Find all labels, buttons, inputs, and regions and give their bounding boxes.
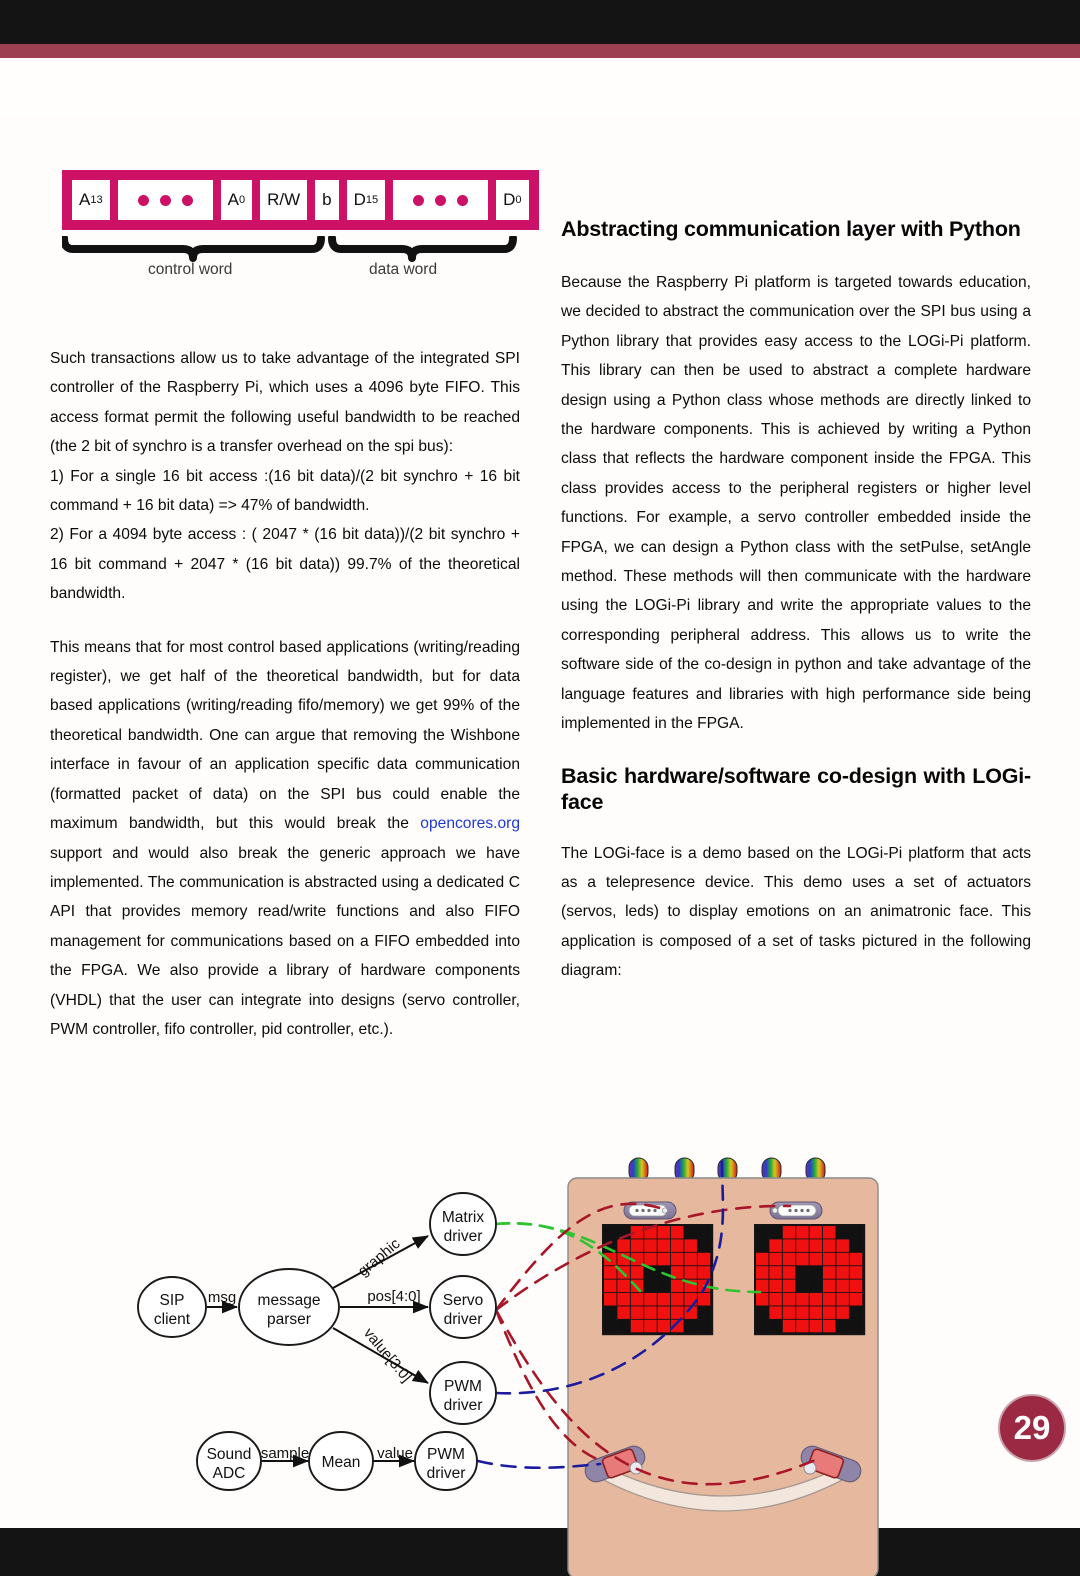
edge-label-value2: value bbox=[377, 1445, 413, 1462]
led-pixel bbox=[850, 1280, 863, 1293]
led-pixel bbox=[823, 1293, 836, 1306]
led-pixel bbox=[769, 1293, 782, 1306]
led-pixel bbox=[644, 1293, 657, 1306]
led-pixel bbox=[850, 1253, 863, 1266]
led-pixel bbox=[810, 1320, 823, 1333]
led-matrix-right-eye bbox=[754, 1224, 865, 1335]
task-diagram-svg bbox=[0, 1096, 1080, 1576]
led-pixel bbox=[756, 1280, 769, 1293]
led-pixel bbox=[836, 1306, 849, 1319]
led-pixel bbox=[658, 1293, 671, 1306]
led-pixel bbox=[823, 1306, 836, 1319]
led-pixel bbox=[783, 1226, 796, 1239]
graph-node-label-parser: message bbox=[257, 1292, 321, 1309]
bitfield-cell-a0: A 0 bbox=[219, 178, 254, 222]
led-pixel bbox=[810, 1226, 823, 1239]
led-pixel bbox=[769, 1266, 782, 1279]
led-pixel bbox=[671, 1293, 684, 1306]
led-pixel bbox=[604, 1226, 617, 1239]
led-pixel bbox=[698, 1253, 711, 1266]
led-pixel bbox=[756, 1320, 769, 1333]
led-pixel bbox=[783, 1293, 796, 1306]
graph-node-label-sip: client bbox=[153, 1311, 191, 1328]
led-pixel bbox=[783, 1266, 796, 1279]
led-pixel bbox=[658, 1280, 671, 1293]
led-pixel bbox=[698, 1306, 711, 1319]
led-pixel bbox=[698, 1293, 711, 1306]
led-pixel bbox=[836, 1320, 849, 1333]
edge-label-value: value[3:0] bbox=[360, 1324, 415, 1386]
led-pixel bbox=[631, 1266, 644, 1279]
opencores-link[interactable]: opencores.org bbox=[420, 815, 520, 833]
graph-node-label-pwm1: driver bbox=[443, 1397, 483, 1414]
led-pixel bbox=[698, 1320, 711, 1333]
led-pixel bbox=[698, 1226, 711, 1239]
led-pixel bbox=[850, 1320, 863, 1333]
led-pixel bbox=[836, 1266, 849, 1279]
led-pixel bbox=[644, 1320, 657, 1333]
led-pixel bbox=[617, 1293, 630, 1306]
task-diagram bbox=[0, 1096, 1080, 1576]
led-pixel bbox=[604, 1280, 617, 1293]
paragraph-control-based bbox=[50, 633, 520, 1045]
led-pixel bbox=[810, 1266, 823, 1279]
led-pixel bbox=[823, 1253, 836, 1266]
led-pixel bbox=[631, 1306, 644, 1319]
led-pixel bbox=[604, 1266, 617, 1279]
graph-node-label-servo: driver bbox=[443, 1311, 483, 1328]
led-pixel bbox=[796, 1239, 809, 1252]
led-matrix-left-eye bbox=[602, 1224, 713, 1335]
led-pixel bbox=[671, 1306, 684, 1319]
bitfield-cell-d15: D 15 bbox=[345, 178, 388, 222]
led-pixel bbox=[796, 1293, 809, 1306]
ellipsis-dots-icon bbox=[400, 195, 481, 206]
led-pixel bbox=[850, 1226, 863, 1239]
led-pixel bbox=[796, 1320, 809, 1333]
led-pixel bbox=[769, 1280, 782, 1293]
led-pixel bbox=[783, 1320, 796, 1333]
led-pixel bbox=[684, 1320, 697, 1333]
bitfield-cell-a13: A 13 bbox=[70, 178, 112, 222]
led-pixel bbox=[783, 1253, 796, 1266]
led-pixel bbox=[644, 1280, 657, 1293]
led-pixel bbox=[823, 1320, 836, 1333]
led-pixel bbox=[671, 1226, 684, 1239]
led-pixel bbox=[756, 1306, 769, 1319]
led-pixel bbox=[810, 1306, 823, 1319]
graph-node-label-mean: Mean bbox=[321, 1454, 361, 1471]
led-pixel bbox=[658, 1226, 671, 1239]
task-node-graph bbox=[138, 1193, 496, 1490]
graph-node-label-sound: Sound bbox=[206, 1446, 252, 1463]
graph-node-label-pwm2: driver bbox=[426, 1465, 466, 1482]
led-pixel bbox=[756, 1293, 769, 1306]
bitfield-cell-d0: D 0 bbox=[494, 178, 530, 222]
led-pixel bbox=[644, 1239, 657, 1252]
led-pixel bbox=[644, 1253, 657, 1266]
led-pixel bbox=[836, 1293, 849, 1306]
led-pixel bbox=[769, 1253, 782, 1266]
paragraph-single-access: 1) For a single 16 bit access :(16 bit data)/(2 bit synchro + 16 bit command + 16 bit data) => 47% of bandwidth. bbox=[50, 467, 520, 515]
led-pixel bbox=[756, 1253, 769, 1266]
bitfield-figure bbox=[52, 164, 522, 289]
led-pixel bbox=[631, 1320, 644, 1333]
led-pixel bbox=[684, 1226, 697, 1239]
led-pixel bbox=[836, 1239, 849, 1252]
graph-node-label-matrix: Matrix bbox=[441, 1209, 485, 1226]
led-pixel bbox=[756, 1239, 769, 1252]
left-text-column bbox=[50, 344, 520, 1068]
led-pixel bbox=[823, 1280, 836, 1293]
eyebrow-right bbox=[770, 1202, 822, 1219]
led-pixel bbox=[644, 1306, 657, 1319]
bitfield-braces bbox=[62, 236, 532, 286]
led-pixel bbox=[783, 1239, 796, 1252]
bitfield-cell-b: b bbox=[313, 178, 340, 222]
paragraph-python-abstraction: Because the Raspberry Pi platform is targeted towards education, we decided to abstract the communication over the SPI bus using a Python library that provides easy access to the LOGi-Pi platform. This library can then be used to abstract a complete hardware design using a Python class whose methods are directly linked to the hardware components. This is achieved by writing a Python class that reflects the hardware component inside the FPGA. This class provides access to the peripheral registers or higher level functions. For example, a servo controller embedded inside the FPGA, we can design a Python class with the setPulse, setAngle method. These methods will then communicate with the hardware using the LOGi-Pi library and write the appropriate values to the corresponding peripheral address. This allows us to write the software side of the co-design in python and take advantage of the language features and libraries with high performance side being implemented in the FPGA. bbox=[561, 274, 1031, 733]
led-pixel bbox=[658, 1320, 671, 1333]
bitfield-cell-dots-1 bbox=[116, 178, 215, 222]
led-pixel bbox=[617, 1306, 630, 1319]
led-pixel bbox=[698, 1266, 711, 1279]
led-pixel bbox=[671, 1253, 684, 1266]
led-pixel bbox=[850, 1306, 863, 1319]
led-pixel bbox=[850, 1266, 863, 1279]
led-pixel bbox=[810, 1280, 823, 1293]
heading-abstracting-communication: Abstracting communication layer with Python bbox=[561, 217, 1021, 241]
page-content-area bbox=[0, 116, 1080, 1528]
led-pixel bbox=[698, 1239, 711, 1252]
led-pixel bbox=[604, 1320, 617, 1333]
led-pixel bbox=[604, 1293, 617, 1306]
paragraph-transactions: Such transactions allow us to take advantage of the integrated SPI controller of the Raspberry Pi, which uses a 4096 byte FIFO. This access format permit the following useful bandwidth to be reached (the 2 bit of synchro is a transfer overhead on the spi bus): bbox=[50, 350, 520, 456]
page-sheet bbox=[0, 44, 1080, 1484]
text-part-1: This means that for most control based applications (writing/reading register), we get half of the theoretical bandwidth, but for data based applications (writing/reading fifo/memory) we get 99% of the theoretical bandwidth. One can argue that removing the Wishbone interface in favour of an application specific data communication (formatted packet of data) on the SPI bus could enable the maximum bandwidth, but this would break the bbox=[50, 638, 520, 833]
graph-node-label-sip: SIP bbox=[159, 1292, 185, 1309]
led-pixel bbox=[684, 1253, 697, 1266]
led-pixel bbox=[756, 1226, 769, 1239]
bitfield-row bbox=[62, 170, 539, 230]
led-pixel bbox=[850, 1239, 863, 1252]
led-pixel bbox=[810, 1293, 823, 1306]
led-pixel bbox=[658, 1306, 671, 1319]
led-pixel bbox=[631, 1293, 644, 1306]
paragraph-logiface-demo: The LOGi-face is a demo based on the LOGi-Pi platform that acts as a telepresence device. This demo uses a set of actuators (servos, leds) to display emotions on an animatronic face. This application is composed of a set of tasks pictured in the following diagram: bbox=[561, 844, 1031, 980]
led-pixel bbox=[796, 1253, 809, 1266]
led-pixel bbox=[671, 1239, 684, 1252]
edge-label-sample: sample bbox=[260, 1445, 310, 1462]
led-pixel bbox=[617, 1320, 630, 1333]
led-pixel bbox=[617, 1280, 630, 1293]
led-pixel bbox=[836, 1253, 849, 1266]
led-pixel bbox=[796, 1226, 809, 1239]
led-pixel bbox=[684, 1239, 697, 1252]
bitfield-control-word-label: control word bbox=[148, 261, 233, 278]
led-pixel bbox=[836, 1226, 849, 1239]
graph-node-label-matrix: driver bbox=[443, 1228, 483, 1245]
page-number-badge: 29 bbox=[998, 1394, 1066, 1462]
edge-label-pos: pos[4:0] bbox=[367, 1288, 421, 1305]
led-pixel bbox=[850, 1293, 863, 1306]
led-pixel bbox=[810, 1239, 823, 1252]
graph-node-label-pwm2: PWM bbox=[427, 1446, 465, 1463]
led-pixel bbox=[810, 1253, 823, 1266]
graph-node-label-servo: Servo bbox=[442, 1292, 484, 1309]
edge-label-msg: msg bbox=[207, 1289, 237, 1306]
led-pixel bbox=[769, 1226, 782, 1239]
bitfield-data-word-label: data word bbox=[369, 261, 438, 278]
led-pixel bbox=[783, 1280, 796, 1293]
edge-label-graphic: graphic bbox=[354, 1235, 404, 1280]
graph-node-label-parser: parser bbox=[267, 1311, 311, 1328]
led-pixel bbox=[836, 1280, 849, 1293]
text-part-2: support and would also break the generic approach we have implemented. The communication is abstracted using a dedicated C API that provides memory read/write functions and also FIFO management for communications based on a FIFO embedded into the FPGA. We also provide a library of hardware components (VHDL) that the user can integrate into designs (servo controller, PWM controller, fifo controller, pid controller, etc.). bbox=[50, 844, 520, 1038]
led-pixel bbox=[617, 1239, 630, 1252]
led-pixel bbox=[658, 1239, 671, 1252]
led-pixel bbox=[631, 1239, 644, 1252]
led-pixel bbox=[796, 1306, 809, 1319]
paragraph-block-access: 2) For a 4094 byte access : ( 2047 * (16 bit data))/(2 bit synchro + 16 bit command + 2047 * (16 bit data)) 99.7% of the theoretical bandwidth. bbox=[50, 526, 520, 603]
bitfield-cell-rw: R/W bbox=[258, 178, 309, 222]
graph-node-label-pwm1: PWM bbox=[444, 1378, 482, 1395]
led-pixel bbox=[823, 1266, 836, 1279]
graph-node-label-sound: ADC bbox=[212, 1465, 246, 1482]
led-pixel bbox=[796, 1266, 809, 1279]
led-pixel bbox=[756, 1266, 769, 1279]
led-pixel bbox=[769, 1239, 782, 1252]
led-pixel bbox=[658, 1253, 671, 1266]
right-text-column bbox=[561, 216, 1031, 1010]
led-pixel bbox=[769, 1320, 782, 1333]
led-pixel bbox=[783, 1306, 796, 1319]
led-pixel bbox=[823, 1226, 836, 1239]
led-pixel bbox=[671, 1280, 684, 1293]
led-pixel bbox=[769, 1306, 782, 1319]
ellipsis-dots-icon bbox=[125, 195, 206, 206]
led-pixel bbox=[684, 1266, 697, 1279]
bitfield-cell-dots-2 bbox=[391, 178, 490, 222]
led-pixel bbox=[604, 1306, 617, 1319]
led-pixel bbox=[823, 1239, 836, 1252]
led-pixel bbox=[796, 1280, 809, 1293]
heading-basic-codesign: Basic hardware/software co-design with LOGi-face bbox=[561, 763, 1031, 814]
